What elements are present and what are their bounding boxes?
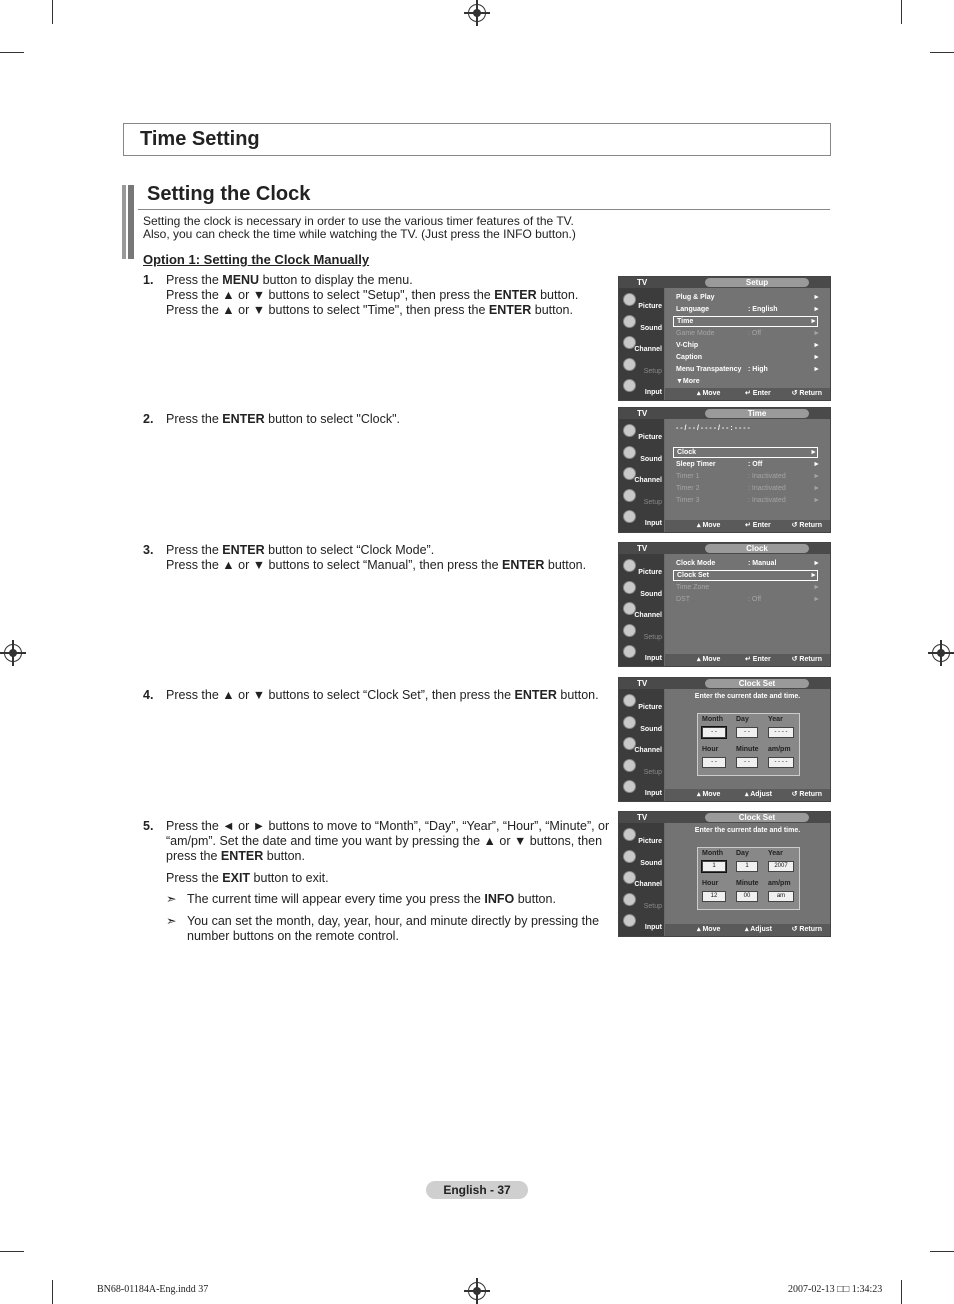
menu-category-icon <box>623 379 636 392</box>
osd-clock-set-empty <box>618 677 831 802</box>
osd-sidebar-label: Sound <box>640 725 662 733</box>
clock-set-label: Year <box>768 716 783 723</box>
osd-footer-return: ↺ Return <box>791 522 822 529</box>
osd-sidebar-label: Channel <box>634 881 662 888</box>
osd-sidebar-label: Sound <box>640 324 662 332</box>
menu-category-icon <box>623 716 636 729</box>
osd-menu-row <box>673 316 818 327</box>
clock-set-field: - - - - <box>768 757 794 768</box>
step-line: Press the MENU button to display the menu. <box>166 273 413 287</box>
osd-sidebar-label: Input <box>644 520 662 527</box>
step-number: 5. <box>143 819 154 833</box>
osd-body <box>665 554 830 654</box>
step-line: Press the ENTER button to select “Clock Mode”. <box>166 543 435 557</box>
osd-menu-row <box>673 594 820 605</box>
clock-set-label: Year <box>768 850 783 857</box>
note <box>166 914 611 944</box>
menu-category-icon <box>623 424 636 437</box>
osd-sidebar-item <box>619 507 664 528</box>
osd-footer-action: ↵ Enter <box>745 656 771 663</box>
osd-setup-menu <box>618 276 831 401</box>
arrow-right-icon: ► <box>813 354 820 361</box>
osd-tv-label: TV <box>637 544 648 553</box>
osd-menu-title: Clock Set <box>705 813 809 822</box>
clock-set-panel <box>697 713 800 776</box>
arrow-right-icon: ► <box>813 330 820 337</box>
arrow-right-icon: ► <box>813 461 820 468</box>
clock-set-label: Minute <box>736 880 759 887</box>
osd-row-value: : Off <box>748 330 762 337</box>
osd-more <box>673 376 820 387</box>
step <box>143 688 613 703</box>
osd-sidebar-label: Setup <box>643 633 662 641</box>
osd-footer <box>665 789 830 801</box>
menu-category-icon <box>623 358 636 371</box>
clock-set-label: Minute <box>736 746 759 753</box>
osd-row-value: : Inactivated <box>748 497 786 504</box>
clock-set-label: am/pm <box>768 880 791 887</box>
arrow-right-icon: ► <box>810 449 817 456</box>
osd-sidebar <box>619 419 664 532</box>
step <box>143 543 613 573</box>
clock-set-label: Hour <box>702 746 719 753</box>
step-text <box>166 273 613 318</box>
osd-footer-action: ▴ Adjust <box>745 791 772 798</box>
osd-body <box>665 288 830 388</box>
osd-row-label: Time Zone <box>676 584 710 591</box>
clock-set-message: Enter the current date and time. <box>694 827 801 834</box>
arrow-right-icon: ► <box>813 485 820 492</box>
osd-sidebar-label: Channel <box>634 747 662 754</box>
menu-category-icon <box>623 315 636 328</box>
clock-set-label: Day <box>736 716 749 723</box>
page-title-box <box>123 123 831 156</box>
arrow-right-icon: ► <box>813 596 820 603</box>
osd-sidebar-item <box>619 556 664 577</box>
step-line: Press the ENTER button to select "Clock". <box>166 412 400 426</box>
clock-set-field: - - - - <box>768 727 794 738</box>
step-line: Press the ◄ or ► buttons to move to “Month”, “Day”, “Year”, “Hour”, “Minute”, or “am/pm”. Set the date and time you want by pressing the ▲ or ▼ buttons, then press the ENTER button. <box>166 819 610 863</box>
osd-menu-title: Time <box>705 409 809 418</box>
osd-clock-set-filled <box>618 811 831 937</box>
osd-sidebar-item <box>619 911 664 932</box>
crop-mark <box>901 1280 902 1304</box>
osd-sidebar-label: Sound <box>640 859 662 867</box>
arrow-right-icon: ► <box>813 560 820 567</box>
osd-menu-row <box>673 304 820 315</box>
footer-date: 2007-02-13 □□ 1:34:23 <box>788 1284 883 1295</box>
osd-menu-row <box>673 447 818 458</box>
osd-menu-row <box>673 352 820 363</box>
osd-sidebar-item <box>619 333 664 354</box>
step-text <box>166 543 613 573</box>
osd-sidebar-label: Input <box>644 389 662 396</box>
arrow-right-icon: ► <box>813 473 820 480</box>
osd-sidebar-item <box>619 713 664 734</box>
osd-row-label: Clock Mode <box>676 560 716 567</box>
clock-set-field: - - <box>736 727 758 738</box>
osd-sidebar <box>619 823 664 936</box>
osd-clock-text: - - / - - / - - - - / - - : - - - - <box>676 425 750 432</box>
clock-set-field: 00 <box>736 891 758 902</box>
crop-mark <box>901 0 902 24</box>
clock-set-field: - - <box>736 757 758 768</box>
clock-set-label: Day <box>736 850 749 857</box>
osd-sidebar-label: Picture <box>638 704 662 711</box>
menu-category-icon <box>623 624 636 637</box>
menu-category-icon <box>623 828 636 841</box>
osd-footer-move: ▴ Move <box>697 926 721 933</box>
menu-category-icon <box>623 293 636 306</box>
osd-sidebar-label: Picture <box>638 838 662 845</box>
osd-footer-move: ▴ Move <box>697 656 721 663</box>
osd-sidebar-item <box>619 756 664 777</box>
registration-mark-icon <box>932 644 950 662</box>
osd-row-value: : Inactivated <box>748 485 786 492</box>
osd-sidebar-label: Setup <box>643 768 662 776</box>
intro-text <box>143 215 743 241</box>
osd-footer-return: ↺ Return <box>791 926 822 933</box>
step-line: Press the ▲ or ▼ buttons to select "Setup", then press the ENTER button. <box>166 288 579 302</box>
step-text <box>166 412 613 427</box>
crop-mark <box>52 1280 53 1304</box>
osd-row-label: Plug & Play <box>676 294 715 301</box>
osd-header <box>619 543 830 554</box>
clock-set-field: - - <box>702 727 726 738</box>
clock-set-label: Month <box>702 716 723 723</box>
osd-sidebar-item <box>619 734 664 755</box>
osd-tv-label: TV <box>637 278 648 287</box>
step <box>143 273 613 318</box>
osd-footer-return: ↺ Return <box>791 791 822 798</box>
arrow-right-icon: ► <box>813 294 820 301</box>
osd-footer <box>665 654 830 666</box>
osd-footer-action: ↵ Enter <box>745 390 771 397</box>
osd-sidebar-label: Picture <box>638 434 662 441</box>
section-rule <box>138 209 830 210</box>
osd-row-label: Timer 3 <box>676 497 700 504</box>
arrow-right-icon: ► <box>813 497 820 504</box>
osd-sidebar-item <box>619 376 664 397</box>
osd-row-value: : Manual <box>748 560 777 567</box>
menu-category-icon <box>623 914 636 927</box>
osd-sidebar-item <box>619 599 664 620</box>
step <box>143 412 613 427</box>
osd-row-value: : High <box>748 366 768 373</box>
osd-sidebar-label: Setup <box>643 498 662 506</box>
osd-sidebar-item <box>619 777 664 798</box>
page-title: Time Setting <box>140 128 260 150</box>
crop-mark <box>0 1251 24 1252</box>
osd-row-label: Timer 1 <box>676 473 700 480</box>
menu-category-icon <box>623 893 636 906</box>
osd-sidebar-label: Setup <box>643 902 662 910</box>
arrow-right-icon: ► <box>813 306 820 313</box>
osd-sidebar-label: Input <box>644 655 662 662</box>
osd-sidebar-label: Picture <box>638 569 662 576</box>
osd-row-label: Clock <box>677 449 697 456</box>
osd-sidebar-label: Input <box>644 790 662 797</box>
arrow-right-icon: ► <box>813 366 820 373</box>
clock-set-label: am/pm <box>768 746 791 753</box>
osd-row-label: Clock Set <box>677 572 709 579</box>
osd-footer-return: ↺ Return <box>791 390 822 397</box>
osd-row-label: Timer 2 <box>676 485 700 492</box>
menu-category-icon <box>623 446 636 459</box>
osd-sidebar-item <box>619 642 664 663</box>
osd-clock-menu <box>618 542 831 667</box>
clock-set-panel <box>697 847 800 910</box>
intro-line: Also, you can check the time while watching the TV. (Just press the INFO button.) <box>143 227 576 241</box>
crop-mark <box>52 0 53 24</box>
clock-set-field: - - <box>702 757 726 768</box>
osd-footer-action: ↵ Enter <box>745 522 771 529</box>
osd-sidebar-item <box>619 290 664 311</box>
osd-row-label: DST <box>676 596 690 603</box>
osd-menu-row <box>673 483 820 494</box>
section-bar <box>122 185 126 259</box>
arrow-right-icon: ► <box>813 584 820 591</box>
osd-tv-label: TV <box>637 679 648 688</box>
exit-line <box>143 871 613 886</box>
osd-sidebar-item <box>619 355 664 376</box>
clock-set-field: 1 <box>736 861 758 872</box>
osd-sidebar-label: Sound <box>640 590 662 598</box>
step-text <box>166 819 613 864</box>
osd-tv-label: TV <box>637 409 648 418</box>
osd-menu-row <box>673 570 818 581</box>
osd-sidebar-label: Channel <box>634 477 662 484</box>
menu-category-icon <box>623 510 636 523</box>
step-line: Press the ▲ or ▼ buttons to select “Manual”, then press the ENTER button. <box>166 558 587 572</box>
osd-row-value: : Off <box>748 596 762 603</box>
osd-sidebar <box>619 554 664 666</box>
osd-sidebar-item <box>619 464 664 485</box>
osd-sidebar-label: Picture <box>638 303 662 310</box>
osd-sidebar-item <box>619 825 664 846</box>
arrow-right-icon: ► <box>810 318 817 325</box>
step <box>143 819 613 864</box>
registration-mark-icon <box>4 644 22 662</box>
osd-sidebar-item <box>619 312 664 333</box>
step-text <box>166 688 613 703</box>
osd-row-value: : English <box>748 306 778 313</box>
osd-menu-row <box>673 459 820 470</box>
crop-mark <box>930 1251 954 1252</box>
note-arrow-icon: ➣ <box>166 892 177 906</box>
osd-row-value: : Inactivated <box>748 473 786 480</box>
arrow-right-icon: ► <box>810 572 817 579</box>
note-text: The current time will appear every time you press the INFO button. <box>187 892 556 906</box>
step-line: Press the ▲ or ▼ buttons to select “Clock Set”, then press the ENTER button. <box>166 688 599 702</box>
osd-header <box>619 277 830 288</box>
menu-category-icon <box>623 759 636 772</box>
osd-sidebar-item <box>619 691 664 712</box>
osd-sidebar-item <box>619 847 664 868</box>
osd-sidebar-item <box>619 890 664 911</box>
osd-sidebar-label: Input <box>644 924 662 931</box>
osd-sidebar-item <box>619 443 664 464</box>
osd-sidebar-item <box>619 578 664 599</box>
clock-set-message: Enter the current date and time. <box>694 693 801 700</box>
osd-menu-row <box>673 495 820 506</box>
osd-menu-title: Clock <box>705 544 809 553</box>
note-text: You can set the month, day, year, hour, and minute directly by pressing the number buttons on the remote control. <box>187 914 600 943</box>
menu-category-icon <box>623 489 636 502</box>
section-bar <box>128 185 134 259</box>
note-arrow-icon: ➣ <box>166 914 177 928</box>
menu-category-icon <box>623 694 636 707</box>
clock-set-field: am <box>768 891 794 902</box>
osd-menu-row <box>673 471 820 482</box>
osd-menu-row <box>673 558 820 569</box>
osd-menu-row <box>673 364 820 375</box>
osd-header <box>619 812 830 823</box>
step-number: 1. <box>143 273 154 287</box>
osd-row-label: Sleep Timer <box>676 461 716 468</box>
section-title: Setting the Clock <box>147 183 311 205</box>
osd-menu-row <box>673 292 820 303</box>
osd-menu-row <box>673 582 820 593</box>
note <box>166 892 611 907</box>
osd-footer-move: ▴ Move <box>697 791 721 798</box>
osd-menu-title: Setup <box>705 278 809 287</box>
arrow-right-icon: ► <box>813 342 820 349</box>
osd-footer-return: ↺ Return <box>791 656 822 663</box>
clock-set-field: 12 <box>702 891 726 902</box>
osd-footer <box>665 388 830 400</box>
clock-set-label: Month <box>702 850 723 857</box>
osd-tv-label: TV <box>637 813 648 822</box>
osd-header <box>619 678 830 689</box>
osd-more-label: ▼More <box>676 378 700 385</box>
osd-sidebar-label: Setup <box>643 367 662 375</box>
osd-body <box>665 823 830 924</box>
footer-file-name: BN68-01184A-Eng.indd 37 <box>97 1284 209 1295</box>
osd-body <box>665 689 830 789</box>
osd-row-label: Time <box>677 318 694 325</box>
exit-text: Press the EXIT button to exit. <box>166 871 329 885</box>
osd-footer <box>665 520 830 532</box>
osd-footer-move: ▴ Move <box>697 390 721 397</box>
osd-row-label: Language <box>676 306 710 313</box>
step-line: Press the ▲ or ▼ buttons to select "Time", then press the ENTER button. <box>166 303 573 317</box>
osd-menu-row <box>673 340 820 351</box>
osd-sidebar-item <box>619 421 664 442</box>
osd-footer-action: ▴ Adjust <box>745 926 772 933</box>
page-number: English - 37 <box>426 1181 528 1199</box>
menu-category-icon <box>623 581 636 594</box>
osd-sidebar <box>619 689 664 801</box>
crop-mark <box>0 52 24 53</box>
step-number: 2. <box>143 412 154 426</box>
osd-sidebar <box>619 288 664 400</box>
osd-footer <box>665 924 830 936</box>
osd-row-label: Game Mode <box>676 330 715 337</box>
osd-clock-readout <box>673 423 820 434</box>
crop-mark <box>930 52 954 53</box>
osd-row-label: Caption <box>676 354 703 361</box>
option-title: Option 1: Setting the Clock Manually <box>143 252 370 267</box>
registration-mark-icon <box>468 4 486 22</box>
intro-line: Setting the clock is necessary in order to use the various timer features of the TV. <box>143 214 574 228</box>
osd-row-label: V-Chip <box>676 342 699 349</box>
clock-set-field: 2007 <box>768 861 794 872</box>
registration-mark-icon <box>468 1282 486 1300</box>
menu-category-icon <box>623 850 636 863</box>
osd-row-label: Menu Transpatency <box>676 366 742 373</box>
osd-sidebar-label: Channel <box>634 346 662 353</box>
osd-menu-title: Clock Set <box>705 679 809 688</box>
menu-category-icon <box>623 780 636 793</box>
osd-time-menu <box>618 407 831 533</box>
step-number: 4. <box>143 688 154 702</box>
osd-sidebar-label: Channel <box>634 612 662 619</box>
osd-sidebar-label: Sound <box>640 455 662 463</box>
menu-category-icon <box>623 645 636 658</box>
osd-header <box>619 408 830 419</box>
osd-sidebar-item <box>619 486 664 507</box>
clock-set-label: Hour <box>702 880 719 887</box>
osd-sidebar-item <box>619 868 664 889</box>
menu-category-icon <box>623 559 636 572</box>
osd-body <box>665 419 830 520</box>
clock-set-field: 1 <box>702 861 726 872</box>
step-number: 3. <box>143 543 154 557</box>
osd-sidebar-item <box>619 621 664 642</box>
osd-row-value: : Off <box>748 461 763 468</box>
osd-footer-move: ▴ Move <box>697 522 721 529</box>
osd-menu-row <box>673 328 820 339</box>
